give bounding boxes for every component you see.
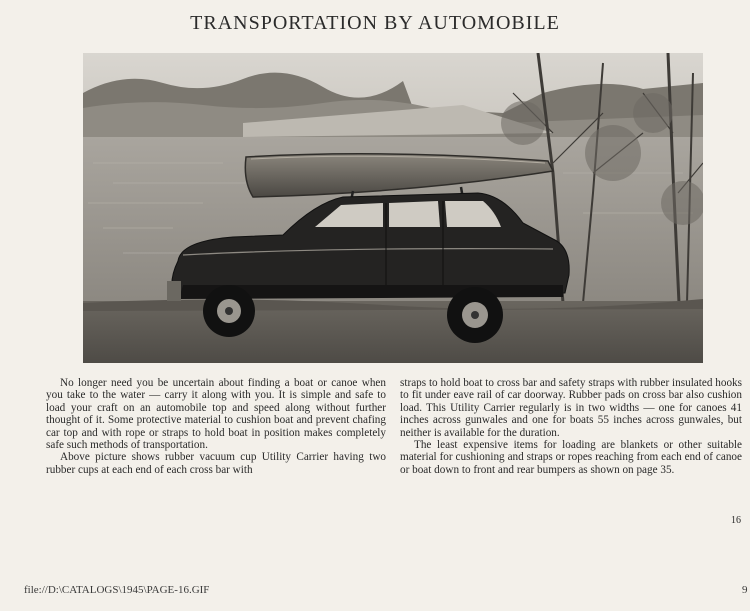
paragraph-carrier-start: Above picture shows rubber vacuum cup Utility Carrier having two rubber cups at each end of each cross bar with	[46, 451, 386, 476]
left-text-column	[46, 377, 386, 476]
photo-illustration	[83, 53, 703, 363]
paragraph-loading-items: The least expensive items for loading are blankets or other suitable material for cushioning and straps or ropes reaching from each end of canoe or boat down to front and rear bumpers as shown on page 35.	[400, 439, 742, 476]
paragraph-intro: No longer need you be uncertain about finding a boat or canoe when you take to the water — carry it along with you. It is simple and safe to load your craft on an automobile top and speed along without further thought of it. Some protective material to cushion boat and prevent chafing car top and with rope or straps to hold boat in position makes completely safe such methods of transportation.	[46, 377, 386, 452]
corner-page-number: 9	[742, 584, 748, 596]
file-path-footer: file://D:\CATALOGS\1945\PAGE-16.GIF	[24, 584, 210, 596]
page-number: 16	[731, 515, 741, 526]
page-title: TRANSPORTATION BY AUTOMOBILE	[190, 12, 560, 34]
right-text-column	[400, 377, 742, 476]
paragraph-carrier-continued: straps to hold boat to cross bar and safety straps with rubber insulated hooks to fit under eave rail of car doorway. Rubber pads on cross bar also cushion load. This Utility Carrier regularly is in two widths — one for canoes 41 inches across gunwales and one for boats 55 inches across gunwales, but neither is available for the duration.	[400, 377, 742, 439]
car-canoe-photo	[83, 53, 703, 363]
